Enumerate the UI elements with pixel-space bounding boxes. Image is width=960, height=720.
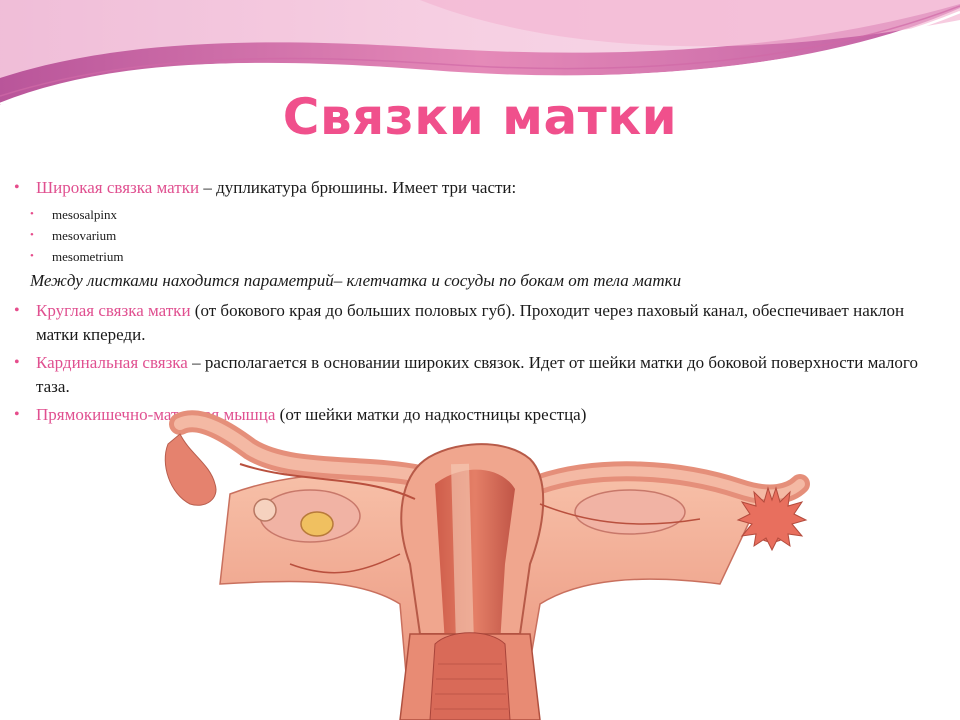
parametrium-note: Между листками находится параметрий– клетчатка и сосуды по бокам от тела матки bbox=[30, 271, 682, 290]
bullet-text: – дупликатура брюшины. Имеет три части: bbox=[199, 178, 517, 197]
bullet-cardinal-ligament bbox=[14, 351, 944, 399]
sub-bullet-mesometrium bbox=[30, 246, 944, 267]
bullet-dot: • bbox=[14, 406, 20, 423]
bullet-dot: • bbox=[14, 354, 20, 371]
bullet-dot: • bbox=[14, 179, 20, 196]
bullet-term: Прямокишечно-маточная мышца bbox=[36, 405, 276, 424]
sub-bullet-dot: • bbox=[30, 229, 34, 241]
bullet-text: (от бокового края до больших половых губ). Проходит через паховый канал, обеспечивает наклон матки кпереди. bbox=[36, 301, 905, 344]
slide-title: Связки матки bbox=[282, 88, 678, 146]
uterus-anatomy-illustration bbox=[160, 404, 820, 720]
bullet-text: (от шейки матки до надкостницы крестца) bbox=[275, 405, 587, 424]
bullet-round-ligament bbox=[14, 299, 944, 347]
bullet-term: Кардинальная связка bbox=[36, 353, 188, 372]
sub-bullet-mesovarium bbox=[30, 225, 944, 246]
sub-bullet-text: mesometrium bbox=[52, 249, 124, 264]
slide-body bbox=[14, 176, 944, 431]
bullet-broad-ligament bbox=[14, 176, 944, 200]
sub-bullet-text: mesosalpinx bbox=[52, 207, 117, 222]
bullet-term: Круглая связка матки bbox=[36, 301, 191, 320]
bullet-text: – располагается в основании широких связок. Идет от шейки матки до боковой поверхности малого таза. bbox=[36, 353, 918, 396]
sub-bullet-text: mesovarium bbox=[52, 228, 117, 243]
bullet-term: Широкая связка матки bbox=[36, 178, 200, 197]
sub-bullet-dot: • bbox=[30, 250, 34, 262]
sub-bullet-dot: • bbox=[30, 208, 34, 220]
bullet-dot: • bbox=[14, 302, 20, 319]
sub-bullet-mesosalpinx bbox=[30, 204, 944, 225]
